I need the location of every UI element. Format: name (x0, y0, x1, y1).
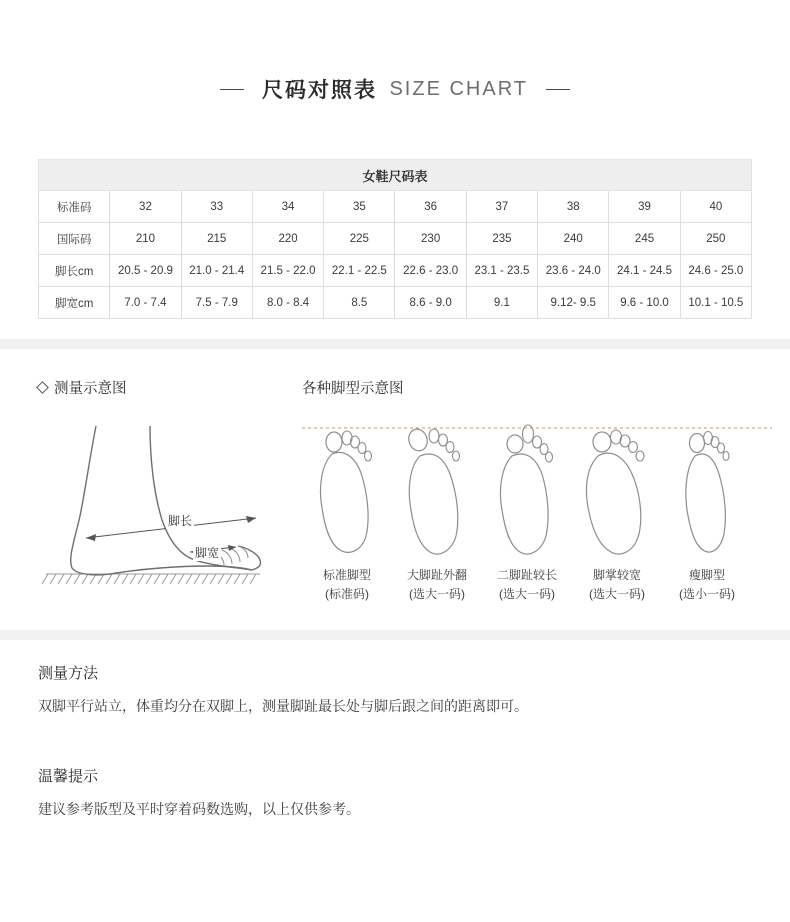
table-caption: 女鞋尺码表 (39, 160, 752, 191)
foot-sole-narrow-svg (662, 416, 752, 566)
foot-type-item (302, 416, 392, 604)
foot-type-name: 二脚趾较长 (496, 568, 557, 582)
row-label: 脚宽cm (39, 287, 110, 319)
table-cell: 9.6 - 10.0 (609, 287, 680, 319)
table-cell: 10.1 - 10.5 (680, 287, 751, 319)
title-rule-left (220, 89, 244, 90)
foot-sole-long-second-toe-svg (482, 416, 572, 566)
table-cell: 34 (252, 191, 323, 223)
table-row (39, 223, 752, 255)
table-cell: 9.1 (466, 287, 537, 319)
table-cell: 21.5 - 22.0 (252, 255, 323, 287)
table-cell: 22.6 - 23.0 (395, 255, 466, 287)
table-cell: 7.0 - 7.4 (110, 287, 181, 319)
table-cell: 245 (609, 223, 680, 255)
foot-type-note: (选小一码) (679, 587, 735, 601)
foot-sole-standard-svg (302, 416, 392, 566)
foot-type-name: 大脚趾外翻 (406, 568, 467, 582)
table-cell: 23.1 - 23.5 (466, 255, 537, 287)
foot-type-illustration (662, 416, 752, 566)
title-chinese: 尺码对照表 (262, 79, 377, 102)
foot-type-item (572, 416, 662, 604)
foot-type-note: (选大一码) (589, 587, 645, 601)
foot-type-illustration (482, 416, 572, 566)
section-divider-band-2 (0, 630, 790, 640)
foot-type-item (482, 416, 572, 604)
table-cell: 23.6 - 24.0 (538, 255, 609, 287)
foot-type-illustration (572, 416, 662, 566)
foot-type-name: 脚掌较宽 (592, 568, 641, 582)
alignment-guide-line (302, 418, 772, 438)
table-caption-row (39, 160, 752, 191)
foot-sole-bunion-svg (392, 416, 482, 566)
table-cell: 39 (609, 191, 680, 223)
table-cell: 40 (680, 191, 751, 223)
measure-method-body: 双脚平行站立，体重均分在双脚上，测量脚趾最长处与脚后跟之间的距离即可。 (38, 698, 528, 714)
table-cell: 21.0 - 21.4 (181, 255, 252, 287)
foot-type-name: 标准脚型 (322, 568, 371, 582)
measure-diagram-heading (38, 377, 272, 398)
table-row (39, 255, 752, 287)
foot-type-note: (选大一码) (409, 587, 465, 601)
table-cell: 37 (466, 191, 537, 223)
foot-type-illustration (392, 416, 482, 566)
table-cell: 22.1 - 22.5 (324, 255, 395, 287)
table-cell: 8.5 (324, 287, 395, 319)
table-cell: 38 (538, 191, 609, 223)
table-cell: 220 (252, 223, 323, 255)
text-gap (0, 717, 790, 743)
table-cell: 215 (181, 223, 252, 255)
row-label: 脚长cm (39, 255, 110, 287)
foot-width-label: 脚宽 (195, 546, 220, 560)
foot-type-list (302, 416, 752, 604)
tips-body: 建议参考版型及平时穿着码数选购，以上仅供参考。 (38, 801, 360, 817)
table-cell: 7.5 - 7.9 (181, 287, 252, 319)
table-cell: 20.5 - 20.9 (110, 255, 181, 287)
table-cell: 8.6 - 9.0 (395, 287, 466, 319)
size-table-block (38, 159, 752, 319)
foot-side-svg (38, 416, 268, 596)
foot-sole-wide-svg (572, 416, 662, 566)
table-cell: 35 (324, 191, 395, 223)
foot-types-heading: 各种脚型示意图 (302, 381, 404, 397)
foot-type-name: 瘦脚型 (688, 568, 725, 582)
table-cell: 225 (324, 223, 395, 255)
title-english: SIZE CHART (389, 77, 528, 100)
title-rule-right (546, 89, 570, 90)
foot-type-note: (标准码) (325, 587, 369, 601)
table-cell: 32 (110, 191, 181, 223)
table-cell: 24.6 - 25.0 (680, 255, 751, 287)
foot-type-illustration (302, 416, 392, 566)
table-row (39, 287, 752, 319)
table-cell: 230 (395, 223, 466, 255)
measure-method-block (0, 640, 790, 717)
foot-side-illustration (38, 416, 268, 596)
row-label: 国际码 (39, 223, 110, 255)
page-title (0, 0, 790, 104)
table-cell: 24.1 - 24.5 (609, 255, 680, 287)
table-cell: 36 (395, 191, 466, 223)
foot-type-item (662, 416, 752, 604)
tips-block (0, 743, 790, 820)
measure-diagram-column (38, 377, 272, 604)
table-row (39, 191, 752, 223)
foot-types-column (272, 377, 752, 604)
diagram-section (0, 349, 790, 604)
table-cell: 240 (538, 223, 609, 255)
table-cell: 8.0 - 8.4 (252, 287, 323, 319)
table-cell: 250 (680, 223, 751, 255)
row-label: 标准码 (39, 191, 110, 223)
foot-length-label: 脚长 (168, 514, 193, 528)
table-cell: 9.12- 9.5 (538, 287, 609, 319)
foot-type-item (392, 416, 482, 604)
measure-method-heading: 测量方法 (38, 665, 99, 682)
diamond-icon (36, 381, 49, 394)
section-divider-band (0, 339, 790, 349)
foot-type-note: (选大一码) (499, 587, 555, 601)
table-cell: 210 (110, 223, 181, 255)
measure-diagram-heading-text: 测量示意图 (54, 381, 127, 397)
table-cell: 235 (466, 223, 537, 255)
size-table (38, 159, 752, 319)
tips-heading: 温馨提示 (38, 768, 99, 785)
table-cell: 33 (181, 191, 252, 223)
